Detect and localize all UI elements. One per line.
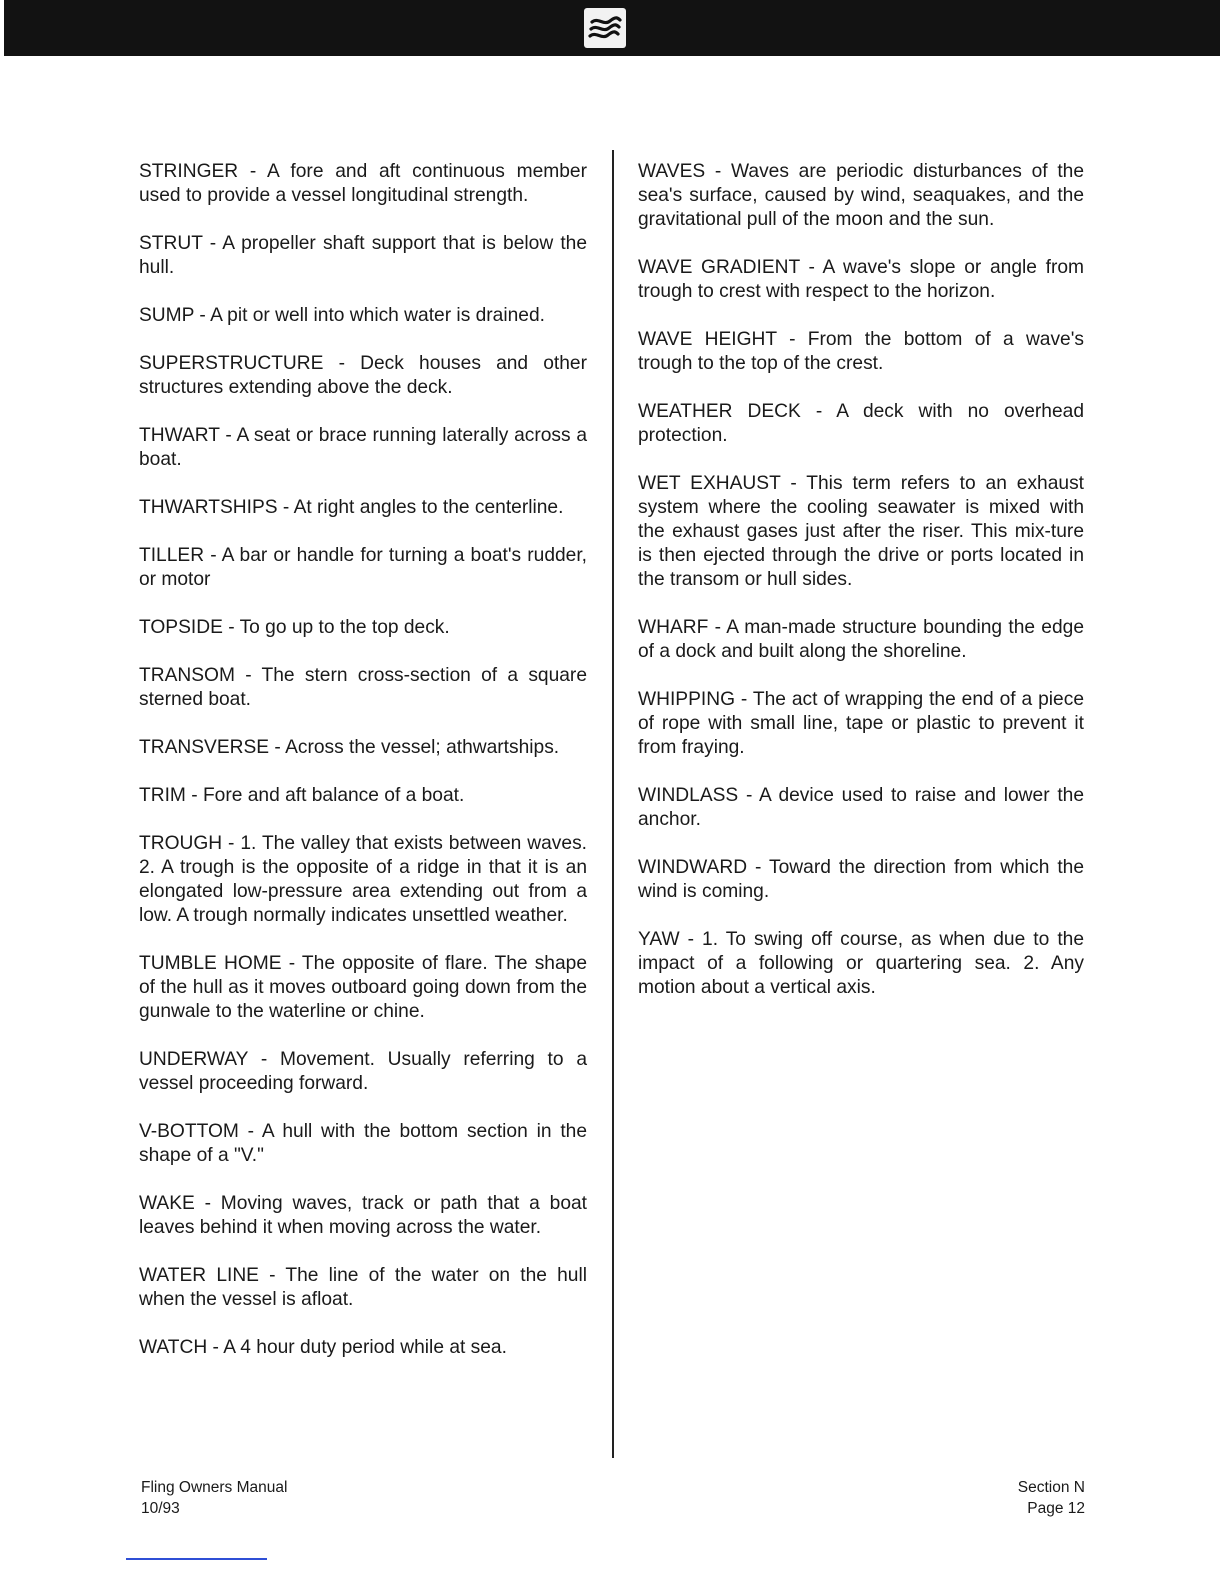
entry-wave-gradient: WAVE GRADIENT - A wave's slope or angle from trough to crest with respect to the horizon. [638,257,1084,302]
footer-right [1018,1477,1085,1519]
manual-title: Fling Owners Manual [141,1479,288,1496]
entry-watch: WATCH - A 4 hour duty period while at sea. [139,1337,507,1358]
entry-wet-exhaust: WET EXHAUST - This term refers to an exhaust system where the cooling seawater is mixed with the exhaust gases just after the riser. This mix-ture is then ejected through the drive or ports located in the transom or hull sides. [638,473,1084,590]
entry-windward: WINDWARD - Toward the direction from which the wind is coming. [638,857,1084,902]
entry-trough: TROUGH - 1. The valley that exists between waves. 2. A trough is the opposite of a ridge in that it is an elongated low-pressure area extending out from a low. A trough normally indicates unsettled weather. [139,833,587,926]
section-label: Section N [1017,1479,1085,1496]
glossary-left-column [139,160,587,1384]
entry-underway: UNDERWAY - Movement. Usually referring to a vessel proceeding forward. [139,1049,587,1094]
entry-waves: WAVES - Waves are periodic disturbances of the sea's surface, caused by wind, seaquakes, and the gravitational pull of the moon and the sun. [638,161,1084,230]
entry-yaw: YAW - 1. To swing off course, as when due to the impact of a following or quartering sea. 2. Any motion about a vertical axis. [638,929,1084,998]
entry-water-line: WATER LINE - The line of the water on the hull when the vessel is afloat. [139,1265,587,1310]
entry-stringer: STRINGER - A fore and aft continuous member used to provide a vessel longitudinal strength. [139,161,587,206]
entry-wake: WAKE - Moving waves, track or path that a boat leaves behind it when moving across the water. [139,1193,587,1238]
manual-date: 10/93 [141,1500,180,1517]
entry-trim: TRIM - Fore and aft balance of a boat. [139,785,465,806]
waves-logo-icon [584,8,626,48]
entry-windlass: WINDLASS - A device used to raise and lower the anchor. [638,785,1084,830]
glossary-right-column [638,160,1084,1024]
entry-weather-deck: WEATHER DECK - A deck with no overhead protection. [638,401,1084,446]
entry-thwartships: THWARTSHIPS - At right angles to the centerline. [139,497,564,518]
entry-wave-height: WAVE HEIGHT - From the bottom of a wave's trough to the top of the crest. [638,329,1084,374]
page-number: Page 12 [1027,1500,1085,1517]
entry-transverse: TRANSVERSE - Across the vessel; athwartships. [139,737,560,758]
entry-strut: STRUT - A propeller shaft support that is below the hull. [139,233,587,278]
entry-transom: TRANSOM - The stern cross-section of a square sterned boat. [139,665,587,710]
entry-topside: TOPSIDE - To go up to the top deck. [139,617,450,638]
entry-tumble-home: TUMBLE HOME - The opposite of flare. The shape of the hull as it moves outboard going down from the gunwale to the waterline or chine. [139,953,587,1022]
bottom-rule [126,1558,267,1560]
column-divider [612,150,614,1458]
entry-v-bottom: V-BOTTOM - A hull with the bottom section in the shape of a "V." [139,1121,587,1166]
entry-sump: SUMP - A pit or well into which water is drained. [139,305,545,326]
entry-superstructure: SUPERSTRUCTURE - Deck houses and other structures extending above the deck. [139,353,587,398]
entry-tiller: TILLER - A bar or handle for turning a boat's rudder, or motor [139,545,587,590]
entry-whipping: WHIPPING - The act of wrapping the end of a piece of rope with small line, tape or plastic to prevent it from fraying. [638,689,1084,758]
entry-thwart: THWART - A seat or brace running laterally across a boat. [139,425,587,470]
header-bar [4,0,1220,56]
entry-wharf: WHARF - A man-made structure bounding the edge of a dock and built along the shoreline. [638,617,1084,662]
footer-left [141,1477,287,1519]
